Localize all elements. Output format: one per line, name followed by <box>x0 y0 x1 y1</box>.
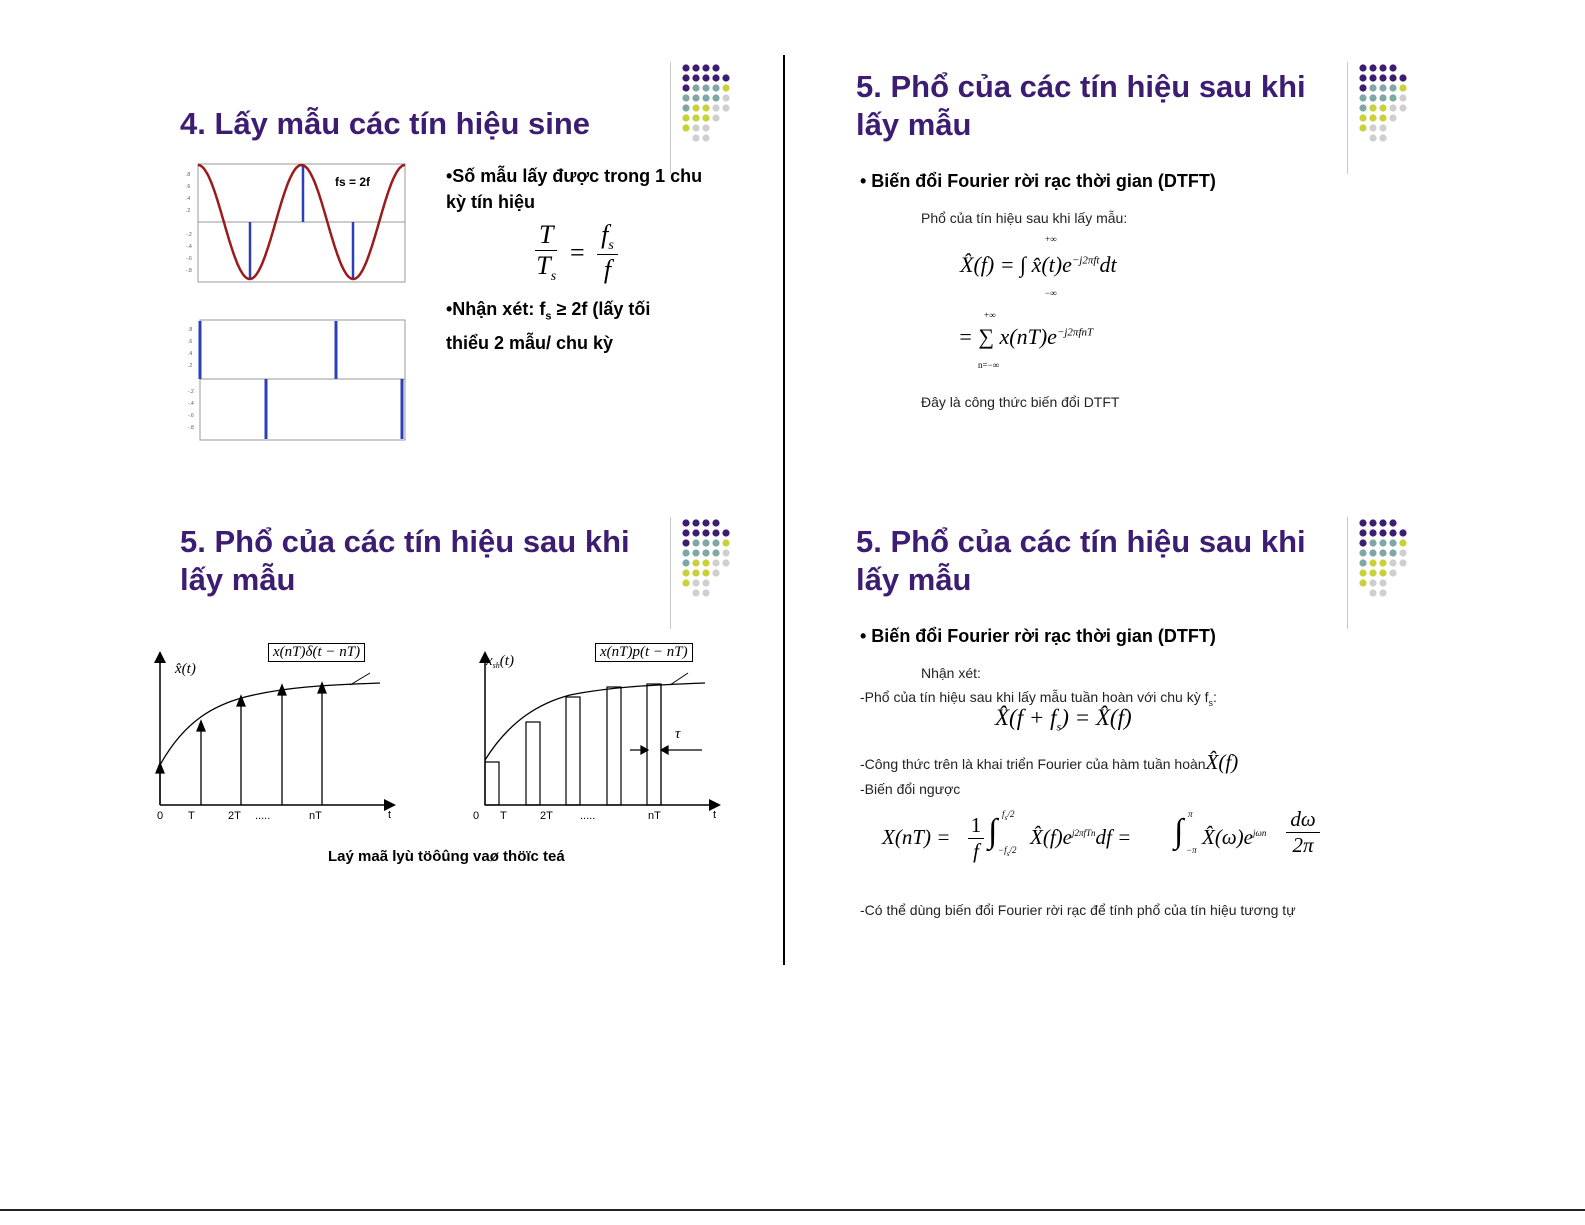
dtft-integral-equation: +∞ −∞ X̂(f) = ∫ $x̂(t)e^{-j2\pi ft}dt$ <box>960 234 1117 298</box>
decoration-dot <box>692 549 699 556</box>
decoration-dot <box>712 519 719 526</box>
svg-text:2T: 2T <box>228 810 241 822</box>
decoration-dot <box>1379 94 1386 101</box>
svg-text:-.6: -.6 <box>188 413 194 419</box>
decoration-dot <box>1359 94 1366 101</box>
plot-frame <box>200 320 405 440</box>
signal-envelope <box>160 683 380 765</box>
inverse-transform-label: -Biến đổi ngược <box>860 781 961 797</box>
bottom-rule <box>0 1209 1585 1211</box>
decoration-dot <box>1379 114 1386 121</box>
svg-text:-.2: -.2 <box>186 232 192 238</box>
dtft-sum-equation: +∞ n=−∞ = ∑ $x(nT)e^{-j2\pi fnT}$ <box>958 310 1094 370</box>
decoration-dot <box>692 84 699 91</box>
decoration-dot <box>702 64 709 71</box>
decoration-dot <box>702 124 709 131</box>
decoration-dot <box>702 84 709 91</box>
svg-text:-.4: -.4 <box>186 244 192 250</box>
decoration-dot <box>712 539 719 546</box>
decoration-dot <box>1379 529 1386 536</box>
decoration-dot <box>692 559 699 566</box>
ratio-formula: $\frac{T}{T_s}$ = $\frac{f_s}{f}$ <box>535 220 618 285</box>
decoration-dot <box>1379 104 1386 111</box>
title-rule <box>670 517 671 629</box>
decoration-dot <box>1369 549 1376 556</box>
decoration-dot <box>1399 539 1406 546</box>
svg-text:-.8: -.8 <box>188 425 194 431</box>
decoration-dot <box>702 539 709 546</box>
dtft-conclusion: Đây là công thức biến đổi DTFT <box>921 394 1120 410</box>
decoration-dot <box>1379 569 1386 576</box>
decoration-dot <box>1379 74 1386 81</box>
bullet-samples-per-period: •Số mẫu lấy được trong 1 chu kỳ tín hiệu <box>446 166 703 212</box>
decoration-dot <box>1379 539 1386 546</box>
svg-text:-.6: -.6 <box>186 256 192 262</box>
decoration-dot <box>682 559 689 566</box>
svg-text:.6: .6 <box>188 339 193 345</box>
periodicity-equation: X̂(f + $f_s$) = X̂(f) <box>995 705 1132 734</box>
tau-marker <box>630 746 702 754</box>
decoration-dot <box>712 529 719 536</box>
decoration-dot <box>1379 589 1386 596</box>
decoration-dot <box>1389 549 1396 556</box>
svg-text:-.8: -.8 <box>186 268 192 274</box>
decoration-dot <box>1369 559 1376 566</box>
decoration-dot <box>682 94 689 101</box>
decoration-dot <box>712 94 719 101</box>
spectrum-intro: Phổ của tín hiệu sau khi lấy mẫu: <box>921 210 1128 226</box>
decoration-dot <box>692 579 699 586</box>
decoration-dot <box>702 559 709 566</box>
svg-text:.6: .6 <box>186 184 191 190</box>
decoration-dot <box>1359 74 1366 81</box>
decoration-dot <box>1369 114 1376 121</box>
decoration-dot <box>1379 559 1386 566</box>
svg-text:.4: .4 <box>186 196 191 202</box>
decoration-dot <box>1399 104 1406 111</box>
decoration-dot <box>1369 134 1376 141</box>
svg-text:nT: nT <box>309 810 322 822</box>
decoration-dot <box>1379 124 1386 131</box>
decoration-dot <box>1369 74 1376 81</box>
decoration-dot <box>1399 94 1406 101</box>
fourier-series-line: -Công thức trên là khai triển Fourier của hàm tuần hoànX̂(f) <box>860 750 1239 774</box>
y-label: $x_{sh}(t)$ <box>486 653 514 670</box>
slide-title: 4. Lấy mẫu các tín hiệu sine <box>180 106 591 141</box>
decoration-dot <box>1359 64 1366 71</box>
decoration-dot <box>1359 104 1366 111</box>
decoration-dot <box>702 114 709 121</box>
decoration-dot <box>1359 539 1366 546</box>
pulse-formula-box: x(nT)p(t − nT) <box>595 643 693 662</box>
decoration-dot <box>1379 519 1386 526</box>
decoration-dot <box>682 64 689 71</box>
decoration-dot <box>1389 559 1396 566</box>
decoration-dot <box>712 569 719 576</box>
decoration-dot <box>702 549 709 556</box>
slide-dtft-properties: 5. Phổ của các tín hiệu sau khi lấy mẫu • Biến đổi Fourier rời rạc thời gian (DTFT) Nhận xét: -Phổ của tín hiệu sau khi lấy mẫu tuần hoàn với chu kỳ $f_s$: X̂(f + $f_s$) = X̂(f) -Công thức trên là khai triển Fourier của hàm tuần hoànX̂(f) -Biến đổi ngược X(nT) = 1 f ∫ $f_s/2$ $-f_s/2$ $X̂(f)e^{j2\pi fTn}df$ = ∫ π −π $X̂(\omega)e^{j\omega n}$ dω 2π -Có thể dùng biến đổi Fourier rời rạc để tính phổ của tín hiệu tương tự <box>790 505 1575 975</box>
dot-grid-decoration <box>1357 62 1417 152</box>
signal-envelope <box>485 683 705 760</box>
decoration-dot <box>702 94 709 101</box>
x-tick-labels <box>157 810 322 822</box>
y-label: x̂(t) <box>175 661 196 677</box>
decoration-dot <box>1399 84 1406 91</box>
decoration-dot <box>712 74 719 81</box>
decoration-dot <box>1389 519 1396 526</box>
decoration-dot <box>1389 64 1396 71</box>
decoration-dot <box>1379 84 1386 91</box>
decoration-dot <box>682 579 689 586</box>
decoration-dot <box>1369 579 1376 586</box>
decoration-dot <box>692 124 699 131</box>
decoration-dot <box>712 64 719 71</box>
decoration-dot <box>1389 539 1396 546</box>
decoration-dot <box>692 104 699 111</box>
decoration-dot <box>1369 104 1376 111</box>
decoration-dot <box>692 74 699 81</box>
decoration-dot <box>1379 579 1386 586</box>
decoration-dot <box>1359 519 1366 526</box>
decoration-dot <box>682 124 689 131</box>
decoration-dot <box>1359 84 1366 91</box>
plot-frame <box>198 164 405 282</box>
slide-sampling-sine <box>0 50 785 520</box>
sample-stem-plot <box>180 315 415 450</box>
svg-text:.4: .4 <box>188 351 193 357</box>
bullet-nyquist-note: •Nhận xét: $f_s \ge 2f$ (lấy tối thiểu 2 mẫu/ chu kỳ <box>446 299 651 353</box>
svg-text:-.4: -.4 <box>188 401 194 407</box>
svg-text:.2: .2 <box>186 208 191 214</box>
decoration-dot <box>682 569 689 576</box>
dft-remark-line: -Có thể dùng biến đổi Fourier rời rạc để tính phổ của tín hiệu tương tự <box>860 902 1296 918</box>
decoration-dot <box>702 569 709 576</box>
decoration-dot <box>682 549 689 556</box>
decoration-dot <box>682 74 689 81</box>
decoration-dot <box>702 529 709 536</box>
fs-label: fs = 2f <box>335 175 371 189</box>
decoration-dot <box>722 104 729 111</box>
decoration-dot <box>712 104 719 111</box>
svg-text:.....: ..... <box>580 810 596 822</box>
decoration-dot <box>1389 529 1396 536</box>
decoration-dot <box>1399 559 1406 566</box>
decoration-dot <box>722 559 729 566</box>
decoration-dot <box>1359 559 1366 566</box>
t-axis-label: t <box>713 809 717 821</box>
slide-title: 5. Phổ của các tín hiệu sau khi lấy mẫu <box>180 524 630 597</box>
decoration-dot <box>1359 124 1366 131</box>
ideal-sampling-diagram <box>145 635 405 830</box>
decoration-dot <box>692 589 699 596</box>
decoration-dot <box>1399 74 1406 81</box>
decoration-dot <box>702 589 709 596</box>
x-tick-labels <box>473 810 661 822</box>
title-rule <box>1347 517 1348 629</box>
decoration-dot <box>682 104 689 111</box>
decoration-dot <box>682 529 689 536</box>
dot-grid-decoration <box>680 62 740 152</box>
decoration-dot <box>1369 124 1376 131</box>
periodicity-line: -Phổ của tín hiệu sau khi lấy mẫu tuần hoàn với chu kỳ $f_s$: <box>860 689 1217 708</box>
decoration-dot <box>1379 549 1386 556</box>
decoration-dot <box>1379 134 1386 141</box>
decoration-dot <box>722 74 729 81</box>
decoration-dot <box>1369 589 1376 596</box>
impulse-formula-box: x(nT)δ(t − nT) <box>268 643 365 662</box>
bullet-dtft: • Biến đổi Fourier rời rạc thời gian (DTFT) <box>860 171 1216 191</box>
impulse-train <box>156 683 326 805</box>
svg-text:.8: .8 <box>188 327 193 333</box>
decoration-dot <box>692 529 699 536</box>
decoration-dot <box>1379 64 1386 71</box>
bullet-dtft: • Biến đổi Fourier rời rạc thời gian (DTFT) <box>860 626 1216 646</box>
title-rule <box>670 62 671 174</box>
decoration-dot <box>722 539 729 546</box>
decoration-dot <box>1369 84 1376 91</box>
decoration-dot <box>682 519 689 526</box>
decoration-dot <box>692 569 699 576</box>
title-rule <box>1347 62 1348 174</box>
decoration-dot <box>722 549 729 556</box>
y-ticks <box>186 172 192 274</box>
decoration-dot <box>692 94 699 101</box>
decoration-dot <box>1369 64 1376 71</box>
decoration-dot <box>692 64 699 71</box>
decoration-dot <box>1359 549 1366 556</box>
svg-text:T: T <box>188 810 195 822</box>
svg-text:0: 0 <box>157 810 164 822</box>
decoration-dot <box>1389 569 1396 576</box>
dot-grid-decoration <box>1357 517 1417 607</box>
decoration-dot <box>1369 569 1376 576</box>
decoration-dot <box>1399 549 1406 556</box>
remark-label: Nhận xét: <box>921 665 981 681</box>
decoration-dot <box>1369 529 1376 536</box>
decoration-dot <box>1389 94 1396 101</box>
decoration-dot <box>712 549 719 556</box>
decoration-dot <box>692 519 699 526</box>
decoration-dot <box>1399 529 1406 536</box>
svg-text:-.2: -.2 <box>188 389 194 395</box>
svg-text:0: 0 <box>473 810 480 822</box>
decoration-dot <box>692 539 699 546</box>
decoration-dot <box>1389 84 1396 91</box>
decoration-dot <box>682 84 689 91</box>
pulse-train <box>485 684 661 805</box>
svg-text:.....: ..... <box>255 810 271 822</box>
decoration-dot <box>1369 94 1376 101</box>
decoration-dot <box>1359 114 1366 121</box>
decoration-dot <box>722 84 729 91</box>
slide-dtft-definition <box>790 50 1575 520</box>
decoration-dot <box>1359 579 1366 586</box>
tau-label: τ <box>675 726 681 742</box>
decoration-dot <box>712 559 719 566</box>
y-ticks <box>188 327 194 431</box>
decoration-dot <box>1359 569 1366 576</box>
slide-title: 5. Phổ của các tín hiệu sau khi lấy mẫu <box>856 69 1306 142</box>
decoration-dot <box>1359 529 1366 536</box>
svg-text:T: T <box>500 810 507 822</box>
sine-sampled-plot <box>180 158 415 293</box>
decoration-dot <box>1389 74 1396 81</box>
svg-text:.8: .8 <box>186 172 191 178</box>
slide-title: 5. Phổ của các tín hiệu sau khi lấy mẫu <box>856 524 1306 597</box>
decoration-dot <box>682 539 689 546</box>
svg-text:nT: nT <box>648 810 661 822</box>
decoration-dot <box>1389 114 1396 121</box>
diagram-caption: Laý maã lyù töôûng vaø thöïc teá <box>328 848 565 865</box>
decoration-dot <box>1369 539 1376 546</box>
decoration-dot <box>712 84 719 91</box>
decoration-dot <box>702 134 709 141</box>
decoration-dot <box>692 114 699 121</box>
svg-text:.2: .2 <box>188 363 193 369</box>
t-axis-label: t <box>388 809 392 821</box>
decoration-dot <box>1389 104 1396 111</box>
decoration-dot <box>712 114 719 121</box>
slide-ideal-vs-real-sampling <box>0 505 785 975</box>
decoration-dot <box>702 579 709 586</box>
decoration-dot <box>682 114 689 121</box>
decoration-dot <box>692 134 699 141</box>
decoration-dot <box>722 529 729 536</box>
practical-sampling-diagram <box>470 635 730 830</box>
decoration-dot <box>702 74 709 81</box>
decoration-dot <box>722 94 729 101</box>
decoration-dot <box>702 519 709 526</box>
dot-grid-decoration <box>680 517 740 607</box>
decoration-dot <box>1369 519 1376 526</box>
decoration-dot <box>702 104 709 111</box>
svg-text:2T: 2T <box>540 810 553 822</box>
